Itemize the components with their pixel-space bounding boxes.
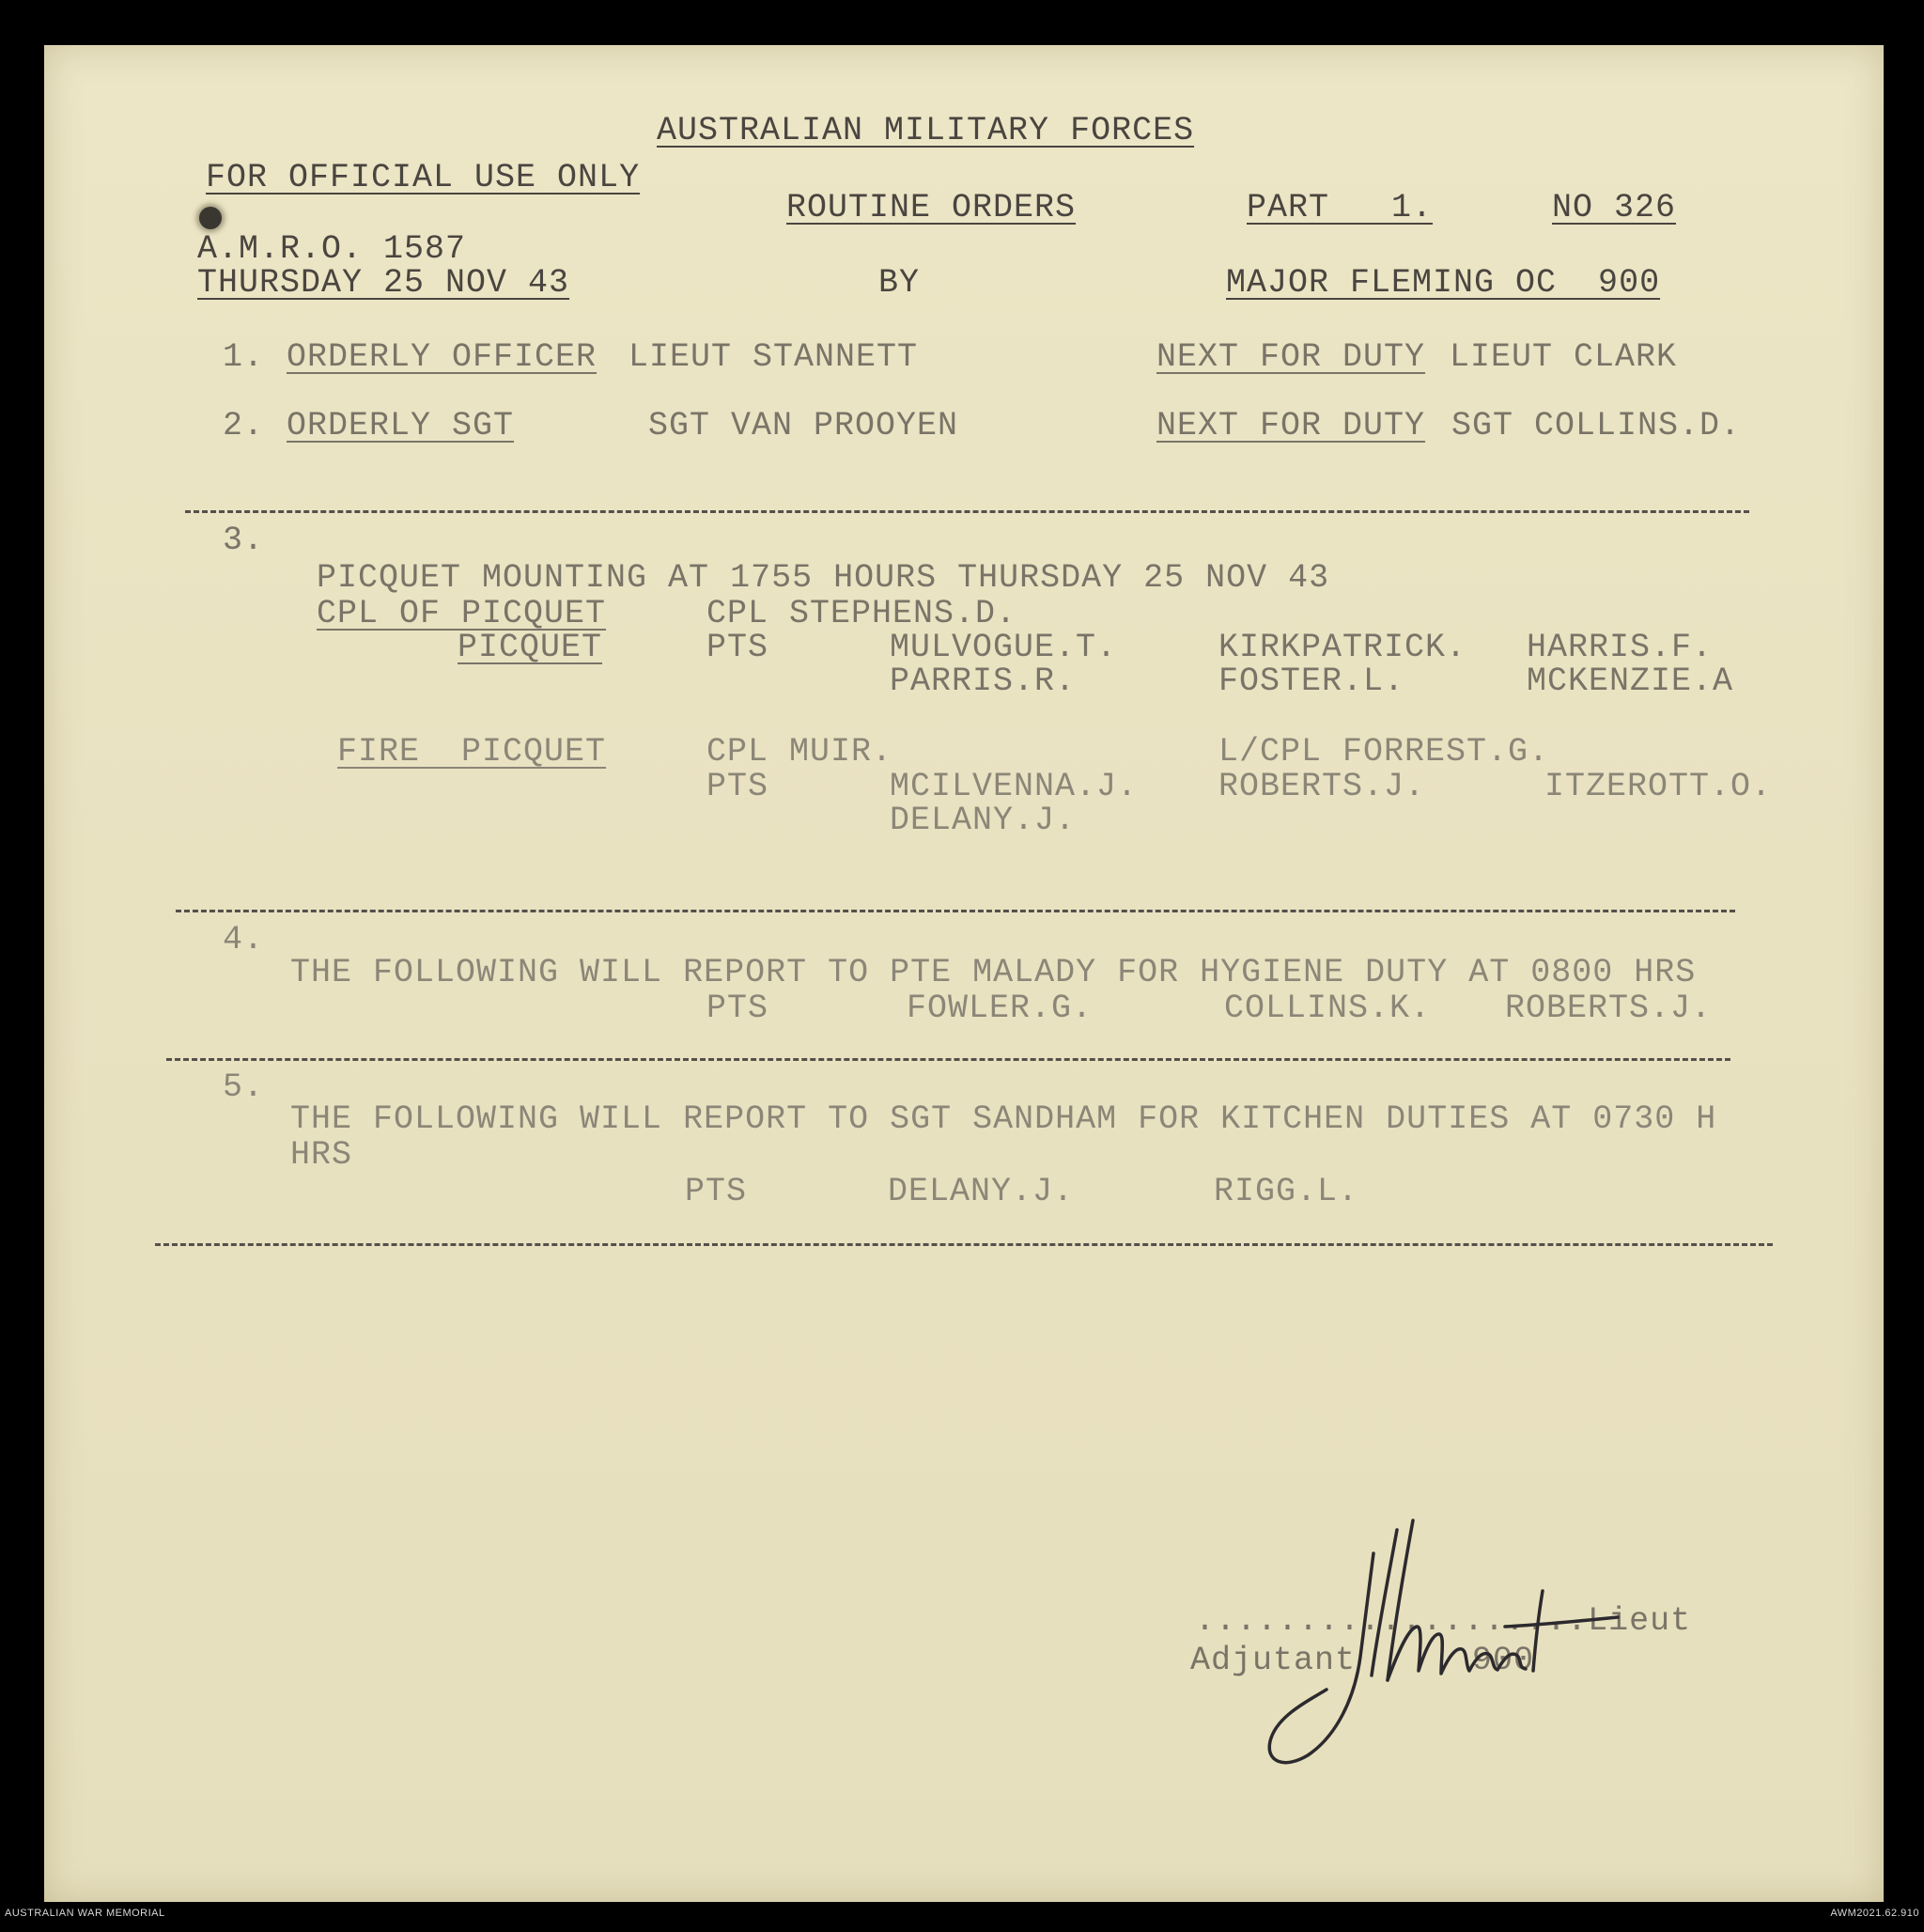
document-sheet — [44, 45, 1884, 1902]
item-2-name: SGT VAN PROOYEN — [648, 407, 959, 444]
item-5-number: 5. — [223, 1068, 265, 1106]
picquet-pts: PTS — [706, 629, 769, 666]
document-title: AUSTRALIAN MILITARY FORCES — [657, 112, 1195, 149]
item-1-name: LIEUT STANNETT — [628, 338, 919, 376]
picquet-label: PICQUET — [458, 629, 603, 666]
footer-credit: AUSTRALIAN WAR MEMORIAL — [5, 1908, 165, 1919]
item-2-number: 2. — [223, 407, 265, 444]
footer-reference: AWM2021.62.910 — [1830, 1908, 1919, 1919]
part-label: PART 1. — [1247, 189, 1434, 226]
item-1-next-label: NEXT FOR DUTY — [1156, 338, 1426, 376]
item-4-pts: PTS — [706, 989, 769, 1027]
item-5-text: THE FOLLOWING WILL REPORT TO SGT SANDHAM FOR KITCHEN DUTIES AT 0730 H — [290, 1100, 1717, 1138]
picquet-member: MCKENZIE.A — [1527, 662, 1734, 700]
fire-picquet-pts: PTS — [706, 768, 769, 805]
item-1-number: 1. — [223, 338, 265, 376]
fire-picquet-label: FIRE PICQUET — [337, 733, 607, 771]
fire-picquet-member: ITZEROTT.O. — [1544, 768, 1773, 805]
punch-hole — [199, 207, 222, 229]
item-4-member: ROBERTS.J. — [1505, 989, 1713, 1027]
by-label: BY — [878, 264, 921, 302]
cpl-of-picquet-name: CPL STEPHENS.D. — [706, 595, 1017, 632]
item-3-number: 3. — [223, 522, 265, 559]
picquet-member: FOSTER.L. — [1218, 662, 1405, 700]
issuer: MAJOR FLEMING OC 900 — [1226, 264, 1661, 302]
picquet-member: MULVOGUE.T. — [890, 629, 1118, 666]
item-3-heading: PICQUET MOUNTING AT 1755 HOURS THURSDAY 25 NOV 43 — [317, 559, 1330, 597]
item-5-pts: PTS — [685, 1173, 748, 1210]
cpl-of-picquet-label: CPL OF PICQUET — [317, 595, 607, 632]
order-date: THURSDAY 25 NOV 43 — [197, 264, 570, 302]
item-5-member: DELANY.J. — [888, 1173, 1075, 1210]
item-1-next-name: LIEUT CLARK — [1450, 338, 1678, 376]
classification-label: FOR OFFICIAL USE ONLY — [206, 159, 641, 196]
item-4-member: COLLINS.K. — [1224, 989, 1432, 1027]
item-2-next-name: SGT COLLINS.D. — [1451, 407, 1742, 444]
divider-3 — [166, 1058, 1730, 1061]
item-2-next-label: NEXT FOR DUTY — [1156, 407, 1426, 444]
fire-picquet-lcpl: L/CPL FORREST.G. — [1218, 733, 1550, 771]
picquet-member: PARRIS.R. — [890, 662, 1077, 700]
routine-orders-label: ROUTINE ORDERS — [786, 189, 1077, 226]
item-5-hrs: HRS — [290, 1136, 353, 1174]
fire-picquet-member: MCILVENNA.J. — [890, 768, 1139, 805]
item-4-number: 4. — [223, 921, 265, 958]
handwritten-signature — [1195, 1516, 1646, 1788]
item-4-text: THE FOLLOWING WILL REPORT TO PTE MALADY FOR HYGIENE DUTY AT 0800 HRS — [290, 954, 1697, 991]
fire-picquet-cpl: CPL MUIR. — [706, 733, 893, 771]
divider-1 — [185, 510, 1749, 513]
item-2-role: ORDERLY SGT — [287, 407, 515, 444]
divider-2 — [176, 910, 1735, 912]
fire-picquet-member: ROBERTS.J. — [1218, 768, 1426, 805]
fire-picquet-member: DELANY.J. — [890, 802, 1077, 839]
signature-title: Adjutant — [1190, 1642, 1357, 1679]
signature-line: ...................Lieut — [1195, 1602, 1692, 1640]
picquet-member: HARRIS.F. — [1527, 629, 1714, 666]
item-5-member: RIGG.L. — [1214, 1173, 1359, 1210]
item-1-role: ORDERLY OFFICER — [287, 338, 597, 376]
amro-number: A.M.R.O. 1587 — [197, 230, 467, 268]
picquet-member: KIRKPATRICK. — [1218, 629, 1467, 666]
order-number: NO 326 — [1552, 189, 1677, 226]
signature-unit: 900 — [1472, 1642, 1535, 1679]
item-4-member: FOWLER.G. — [907, 989, 1094, 1027]
divider-4 — [155, 1243, 1773, 1246]
